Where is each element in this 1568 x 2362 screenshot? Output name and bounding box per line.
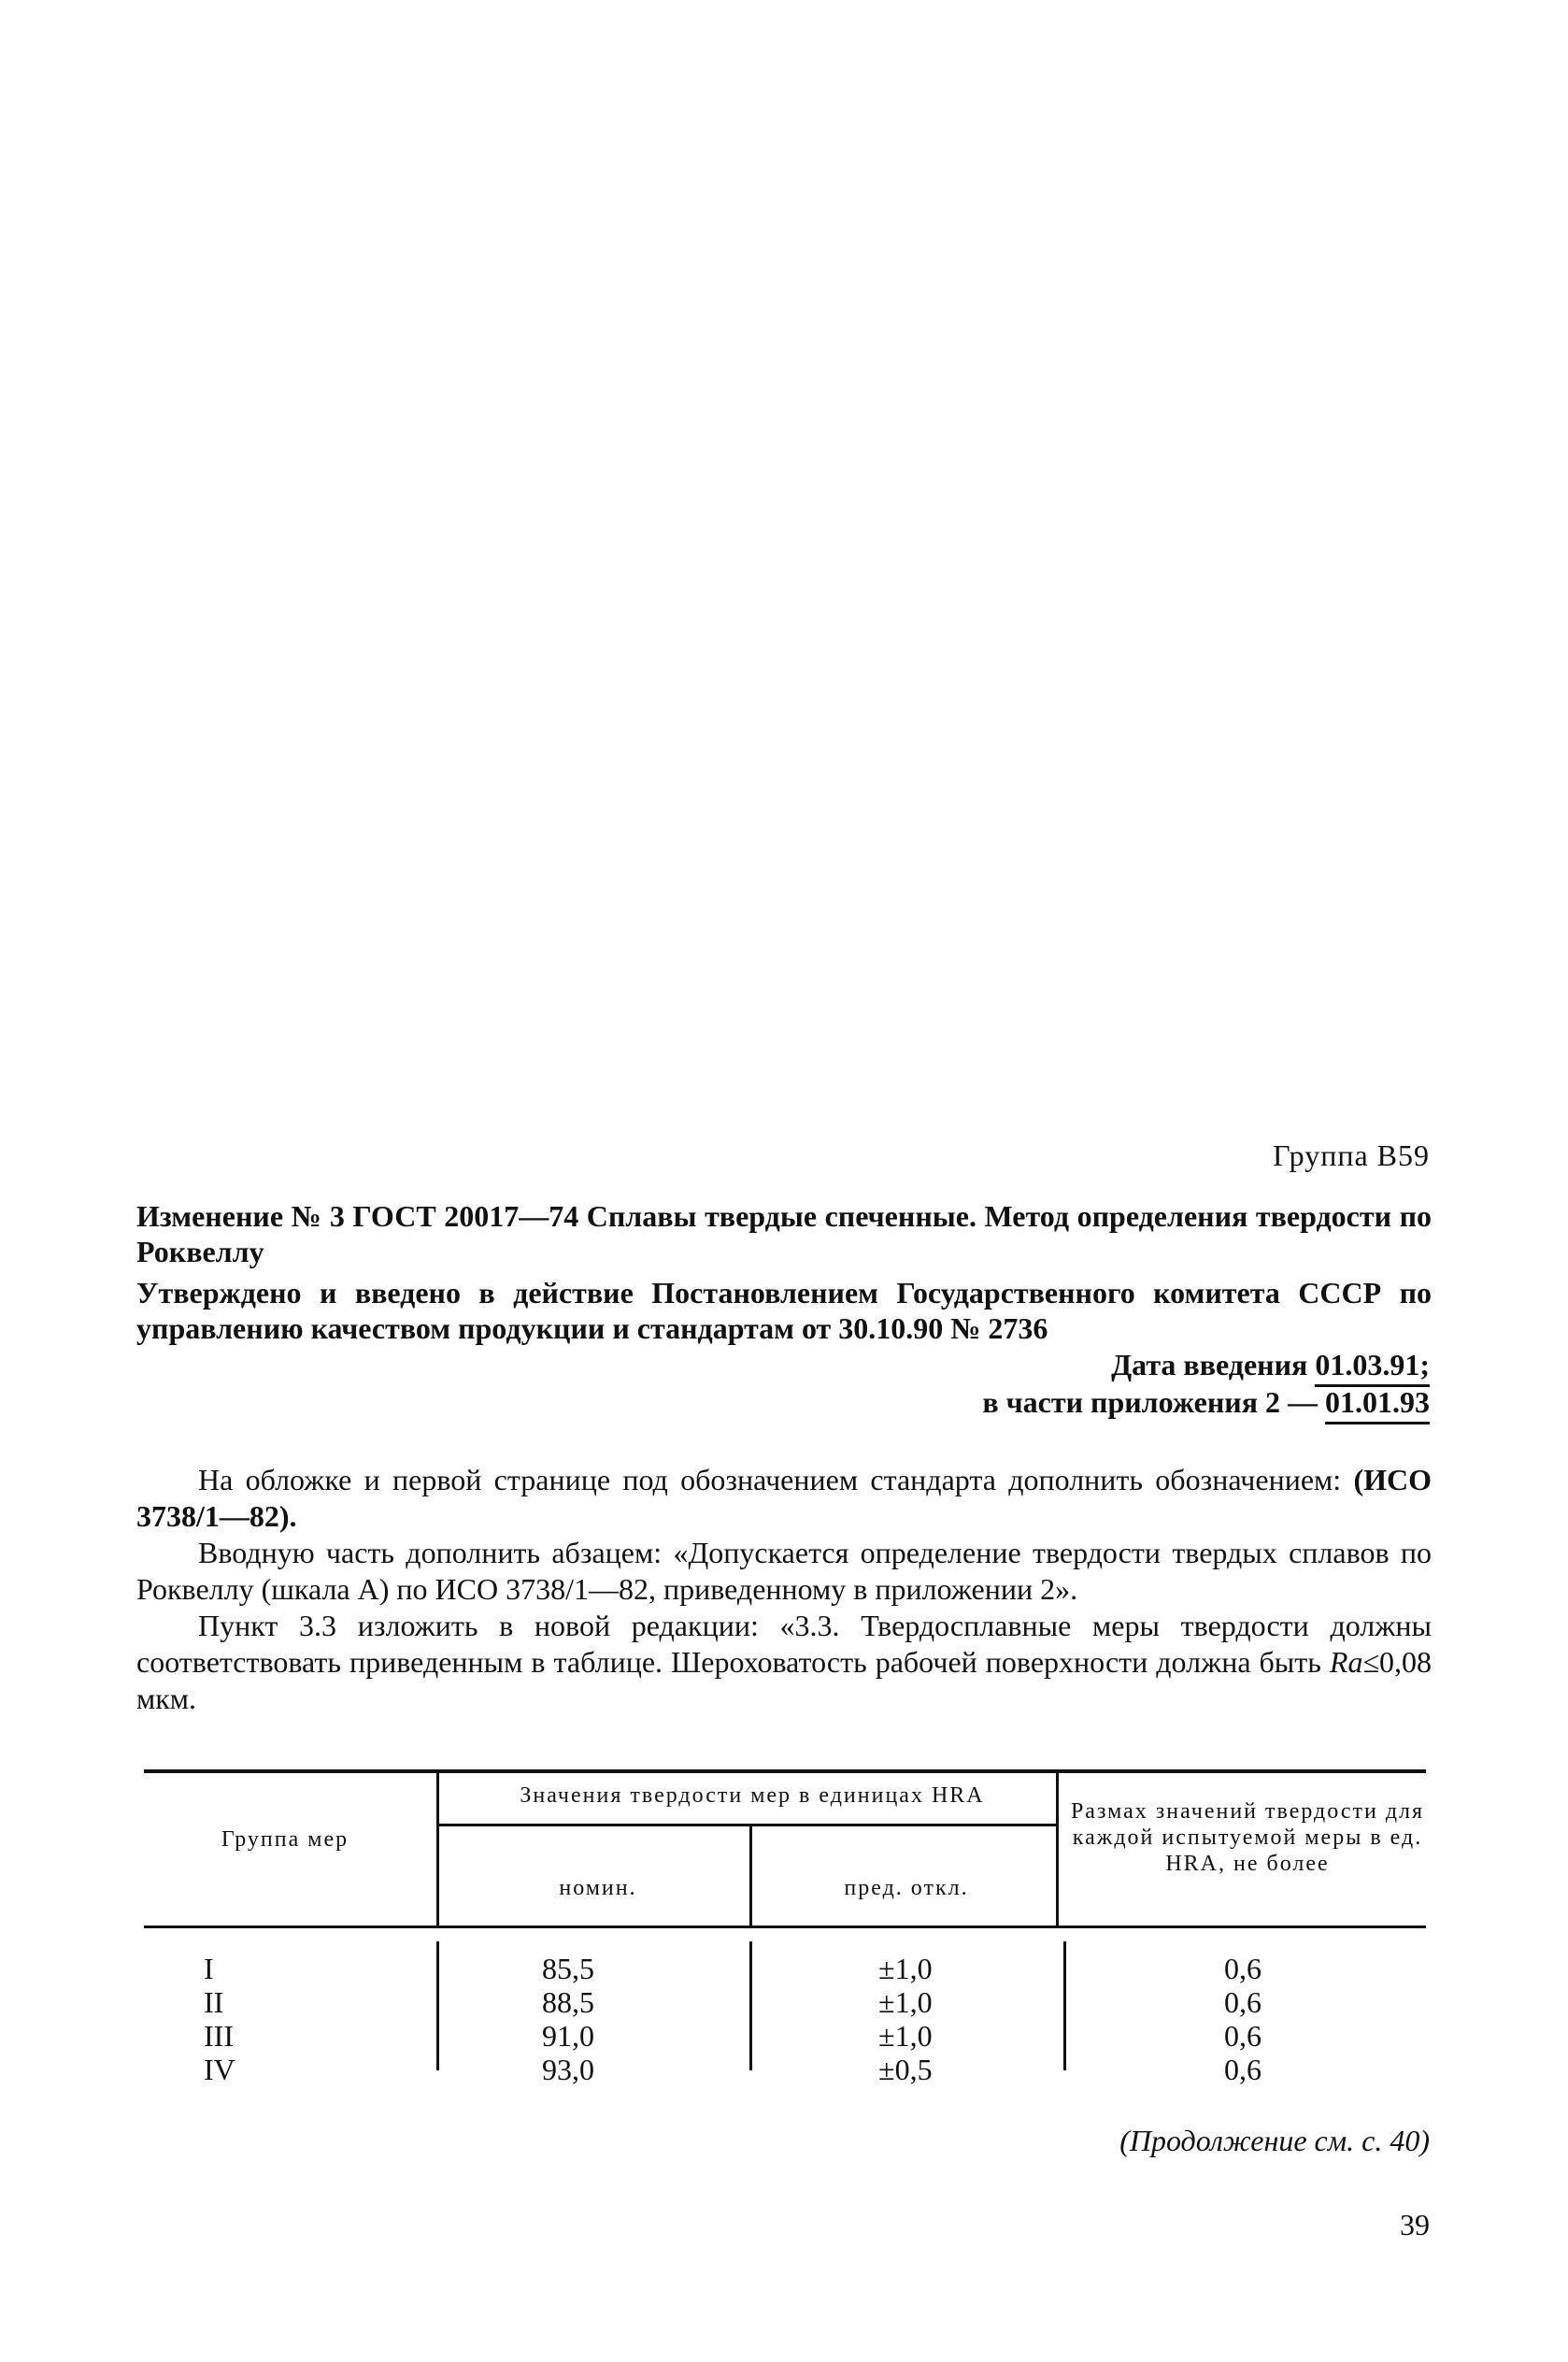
table-row-2 <box>204 1985 223 2019</box>
header-range: Размах значений твердости для каждой испытуемой меры в ед. HRA, не более <box>1070 1799 1425 1876</box>
table-row-4 <box>204 2053 235 2086</box>
row-1-nominal: 85,5 <box>542 1952 594 1985</box>
header-vline-3 <box>1056 1773 1059 1925</box>
change-title: Изменение № 3 ГОСТ 20017—74 Сплавы твердые спеченные. Метод определения твердости по Роквеллу <box>136 1199 1432 1268</box>
row-3-nominal: 91,0 <box>542 2019 594 2053</box>
roughness-limit: ≤0,08 мкм. <box>136 1645 1432 1715</box>
paragraph-intro: Вводную часть дополнить абзацем: «Допускается определение твердости твердых сплавов по Роквеллу (шкала А) по ИСО 3738/1—82, приведенному в приложении 2». <box>136 1536 1432 1606</box>
iso-designation: (ИСО 3738/1—82). <box>136 1463 1432 1533</box>
table-subheader-rule <box>439 1824 1056 1826</box>
intro-date-label: Дата введения <box>1111 1348 1308 1381</box>
body-vline-3 <box>1063 1941 1066 2070</box>
row-4-nominal: 93,0 <box>542 2053 594 2086</box>
page-number: 39 <box>1400 2208 1430 2241</box>
continuation-note: (Продолжение см. с. 40) <box>1119 2124 1430 2157</box>
table-row-3 <box>204 2019 234 2053</box>
annex-date-label: в части приложения 2 — <box>982 1385 1318 1419</box>
table-top-rule <box>144 1769 1426 1773</box>
header-deviation: пред. откл. <box>844 1876 969 1900</box>
intro-date-value: 01.03.91; <box>1315 1348 1430 1387</box>
header-group: Группа мер <box>221 1827 349 1852</box>
row-4-deviation: ±0,5 <box>878 2053 933 2086</box>
row-2-group: II <box>204 1985 224 2019</box>
row-1-group: I <box>204 1952 214 1985</box>
row-4-group: IV <box>204 2053 235 2086</box>
group-code: Группа В59 <box>1273 1138 1430 1172</box>
row-2-range: 0,6 <box>1224 1985 1262 2019</box>
header-values-group: Значения твердости мер в единицах HRA <box>520 1783 985 1808</box>
row-2-deviation: ±1,0 <box>878 1985 933 2019</box>
header-nominal: номин. <box>559 1876 637 1900</box>
roughness-symbol: Ra <box>1329 1645 1363 1679</box>
row-3-group: III <box>204 2019 234 2053</box>
header-vline-1 <box>436 1773 439 1925</box>
approval-text: Утверждено и введено в действие Постановлением Государственного комитета СССР по управлению качеством продукции и стандартам от 30.10.90 № 2736 <box>136 1276 1432 1345</box>
annex-date-value: 01.01.93 <box>1325 1385 1430 1424</box>
row-1-range: 0,6 <box>1224 1952 1262 1985</box>
row-2-nominal: 88,5 <box>542 1985 594 2019</box>
table-header-rule <box>144 1925 1426 1928</box>
row-3-deviation: ±1,0 <box>878 2019 933 2053</box>
row-3-range: 0,6 <box>1224 2019 1262 2053</box>
row-4-range: 0,6 <box>1224 2053 1262 2086</box>
header-vline-2 <box>749 1826 752 1925</box>
body-vline-1 <box>436 1941 439 2070</box>
body-vline-2 <box>749 1941 752 2070</box>
row-1-deviation: ±1,0 <box>878 1952 933 1985</box>
paragraph-cover-text: На обложке и первой странице под обозначением стандарта дополнить обозначением: <box>198 1463 1354 1496</box>
table-row-1 <box>204 1952 214 1985</box>
paragraph-clause-text: Пункт 3.3 изложить в новой редакции: «3.3. Твердосплавные меры твердости должны соответствовать приведенным в таблице. Шероховатость рабочей поверхности должна быть <box>136 1609 1432 1679</box>
